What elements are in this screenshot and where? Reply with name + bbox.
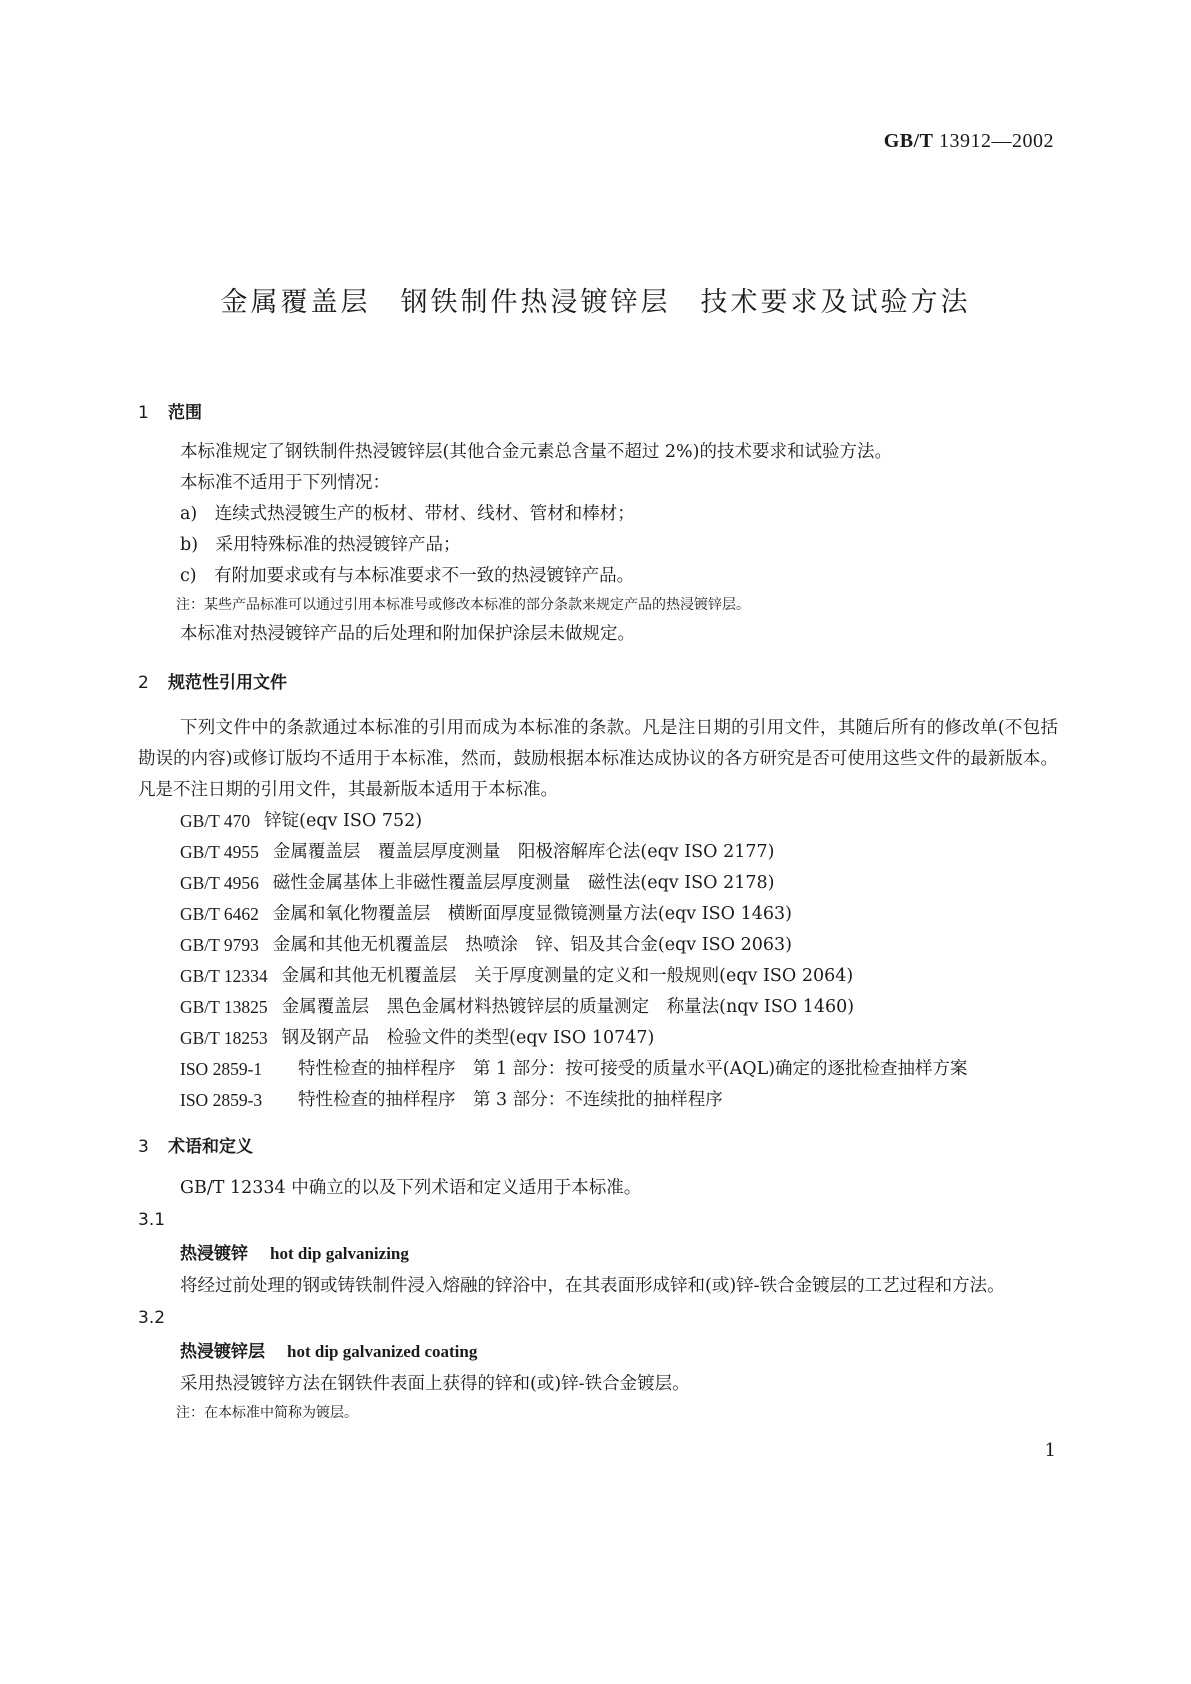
page-number: 1: [1044, 1440, 1056, 1461]
reference-item: [138, 868, 1058, 899]
reference-title: 钢及钢产品 检验文件的类型(eqv ISO 10747): [281, 1028, 655, 1048]
reference-code: GB/T 4955: [180, 842, 259, 862]
document-body: [138, 398, 1058, 1427]
reference-item: [138, 1085, 1058, 1116]
reference-title: 锌锭(eqv ISO 752): [264, 811, 423, 831]
term-heading: [138, 1335, 1058, 1369]
term-note: 注：在本标准中简称为镀层。: [176, 1405, 358, 1421]
reference-item: [138, 1023, 1058, 1054]
reference-item: [138, 961, 1058, 992]
section-title: 规范性引用文件: [168, 673, 287, 693]
standard-prefix: GB/T: [883, 130, 934, 152]
term-number: 3.2: [138, 1308, 166, 1328]
reference-code: GB/T 4956: [180, 873, 259, 893]
reference-code: GB/T 18253: [180, 1028, 268, 1048]
standard-number: [884, 130, 1054, 153]
reference-code: GB/T 6462: [180, 904, 259, 924]
section-number: 2: [138, 673, 149, 693]
term-chinese: 热浸镀锌: [180, 1244, 248, 1264]
reference-code: GB/T 470: [180, 811, 251, 831]
scope-paragraph: 本标准对热浸镀锌产品的后处理和附加保护涂层未做规定。: [180, 624, 635, 644]
standard-code: 13912—2002: [939, 130, 1054, 152]
section-number: 3: [138, 1137, 149, 1157]
reference-code: GB/T 12334: [180, 966, 268, 986]
reference-item: [138, 930, 1058, 961]
term-chinese: 热浸镀锌层: [180, 1342, 265, 1362]
term-heading: [138, 1237, 1058, 1271]
section-title: 范围: [168, 403, 202, 423]
section-number: 1: [138, 403, 149, 423]
section-title: 术语和定义: [168, 1137, 253, 1157]
reference-title: 金属和氧化物覆盖层 横断面厚度显微镜测量方法(eqv ISO 1463): [272, 904, 792, 924]
section-3-heading: [138, 1132, 1058, 1157]
reference-title: 磁性金属基体上非磁性覆盖层厚度测量 磁性法(eqv ISO 2178): [272, 873, 775, 893]
document-title: 金属覆盖层 钢铁制件热浸镀锌层 技术要求及试验方法: [220, 287, 971, 318]
term-english: hot dip galvanizing: [270, 1244, 409, 1263]
term-definition: 将经过前处理的钢或铸铁制件浸入熔融的锌浴中，在其表面形成锌和(或)锌-铁合金镀层的工艺过程和方法。: [180, 1276, 1005, 1296]
reference-code: GB/T 9793: [180, 935, 259, 955]
reference-list: [138, 806, 1058, 1116]
reference-item: [138, 992, 1058, 1023]
reference-code: GB/T 13825: [180, 997, 268, 1017]
reference-item: [138, 806, 1058, 837]
scope-paragraph: 本标准规定了钢铁制件热浸镀锌层(其他合金元素总含量不超过 2%)的技术要求和试验方法。: [180, 442, 892, 462]
list-item: c) 有附加要求或有与本标准要求不一致的热浸镀锌产品。: [180, 566, 635, 586]
section-2-heading: [138, 668, 1058, 693]
reference-title: 金属覆盖层 覆盖层厚度测量 阳极溶解库仑法(eqv ISO 2177): [272, 842, 775, 862]
reference-title: 特性检查的抽样程序 第 1 部分：按可接受的质量水平(AQL)确定的逐批检查抽样方案: [298, 1059, 968, 1079]
reference-title: 金属和其他无机覆盖层 关于厚度测量的定义和一般规则(eqv ISO 2064): [281, 966, 854, 986]
references-intro: 下列文件中的条款通过本标准的引用而成为本标准的条款。凡是注日期的引用文件，其随后所有的修改单(不包括勘误的内容)或修订版均不适用于本标准，然而，鼓励根据本标准达成协议的各方研究是否可使用这些文件的最新版本。凡是不注日期的引用文件，其最新版本适用于本标准。: [138, 718, 1058, 800]
scope-paragraph: 本标准不适用于下列情况：: [180, 473, 390, 493]
reference-title: 金属覆盖层 黑色金属材料热镀锌层的质量测定 称量法(nqv ISO 1460): [281, 997, 855, 1017]
term-english: hot dip galvanized coating: [287, 1342, 478, 1361]
reference-code: ISO 2859-3: [180, 1090, 263, 1110]
reference-item: [138, 1054, 1058, 1085]
reference-item: [138, 837, 1058, 868]
reference-title: 金属和其他无机覆盖层 热喷涂 锌、铝及其合金(eqv ISO 2063): [272, 935, 792, 955]
reference-title: 特性检查的抽样程序 第 3 部分：不连续批的抽样程序: [298, 1090, 723, 1110]
list-item: a) 连续式热浸镀生产的板材、带材、线材、管材和棒材；: [180, 504, 635, 524]
list-item: b) 采用特殊标准的热浸镀锌产品；: [180, 535, 461, 555]
terms-intro: GB/T 12334 中确立的以及下列术语和定义适用于本标准。: [180, 1178, 642, 1198]
term-number: 3.1: [138, 1210, 166, 1230]
term-definition: 采用热浸镀锌方法在钢铁件表面上获得的锌和(或)锌-铁合金镀层。: [180, 1374, 690, 1394]
reference-code: ISO 2859-1: [180, 1059, 263, 1079]
scope-note: 注：某些产品标准可以通过引用本标准号或修改本标准的部分条款来规定产品的热浸镀锌层。: [176, 597, 750, 613]
reference-item: [138, 899, 1058, 930]
section-1-heading: [138, 398, 1058, 423]
